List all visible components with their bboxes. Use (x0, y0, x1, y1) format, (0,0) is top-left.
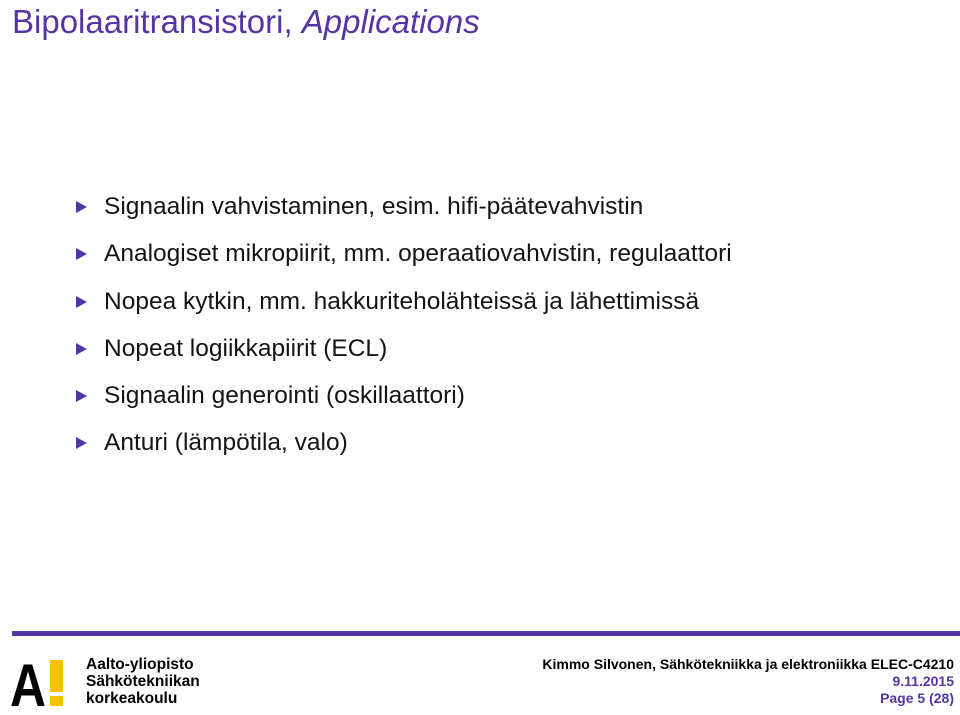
slide-title-emphasis: Applications (301, 3, 480, 40)
university-line: Sähkötekniikan (86, 673, 200, 690)
author-course: Kimmo Silvonen, Sähkötekniikka ja elektroniikka ELEC-C4210 (542, 656, 954, 672)
bullet-text: Analogiset mikropiirit, mm. operaatiovahvistin, regulaattori (104, 240, 732, 268)
bullet-text: Signaalin generointi (oskillaattori) (104, 382, 465, 410)
bullet-text: Nopeat logiikkapiirit (ECL) (104, 334, 388, 362)
footer-info (542, 656, 954, 707)
university-line: korkeakoulu (86, 690, 178, 707)
triangle-bullet-icon (76, 248, 87, 260)
footer-divider (12, 631, 960, 636)
aalto-logo (10, 656, 72, 708)
university-name (86, 656, 200, 707)
slide-title (12, 2, 480, 42)
page-number: Page 5 (28) (880, 690, 954, 706)
bullet-text: Anturi (lämpötila, valo) (104, 429, 348, 457)
triangle-bullet-icon (76, 296, 87, 308)
triangle-bullet-icon (76, 437, 87, 449)
bullet-text: Nopea kytkin, mm. hakkuriteholähteissä ja lähettimissä (104, 287, 700, 315)
svg-text:A: A (10, 656, 46, 708)
slide-title-main: Bipolaaritransistori, (12, 3, 302, 40)
university-line: Aalto-yliopisto (86, 656, 194, 673)
triangle-bullet-icon (76, 343, 87, 355)
triangle-bullet-icon (76, 390, 87, 402)
triangle-bullet-icon (76, 201, 87, 213)
bullet-text: Signaalin vahvistaminen, esim. hifi-päätevahvistin (104, 193, 644, 220)
slide-date: 9.11.2015 (892, 673, 954, 689)
